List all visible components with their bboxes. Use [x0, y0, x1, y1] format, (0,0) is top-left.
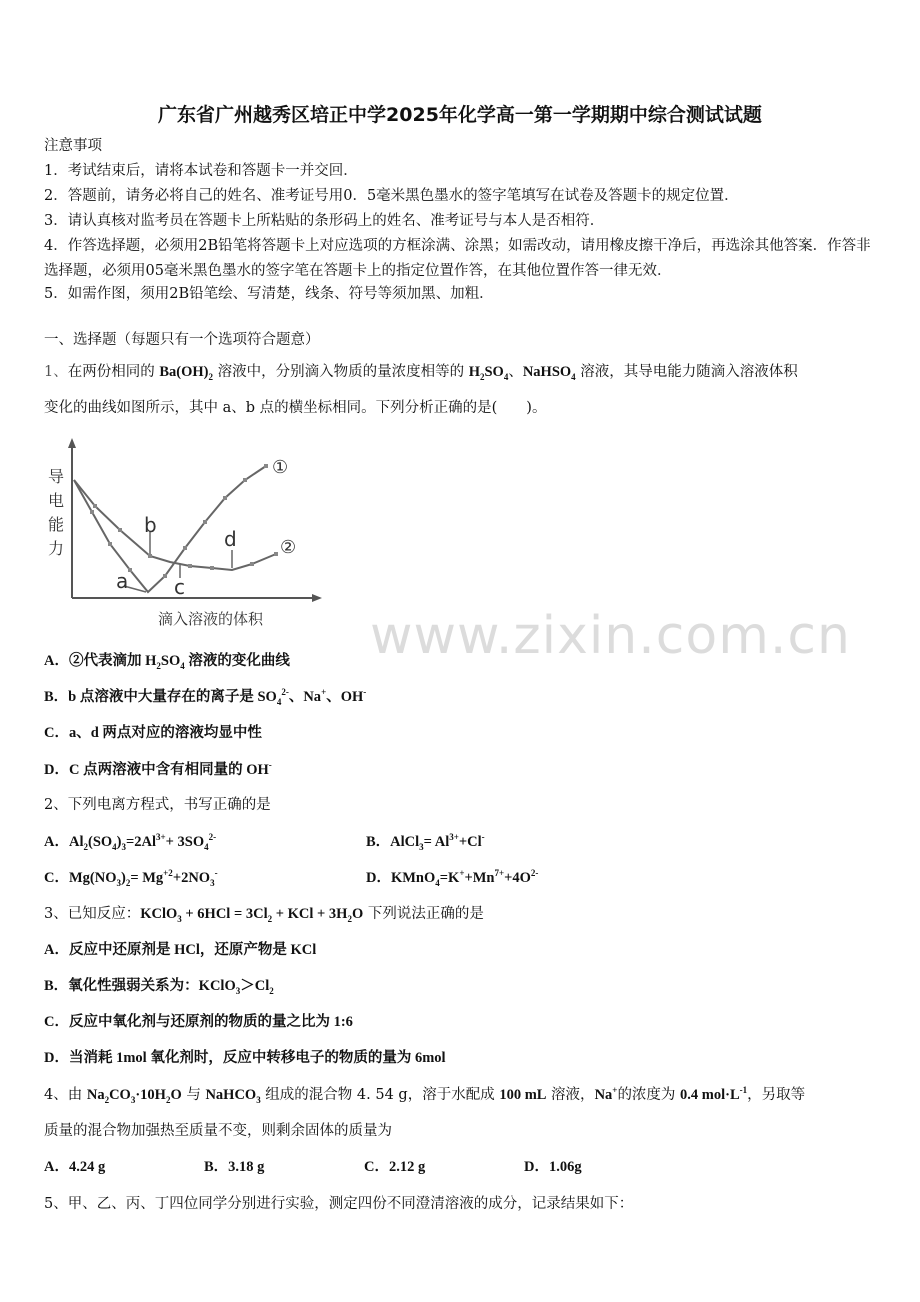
- question-1-stem-line2: 变化的曲线如图所示，其中 a、b 点的横坐标相同。下列分析正确的是( )。: [44, 400, 547, 416]
- q4-option-c: C．2.12 g: [364, 1159, 426, 1175]
- note-item: 4．作答选择题，必须用2B铅笔将答题卡上对应选项的方框涂满、涂黑；如需改动，请用橡皮擦干净后，再选涂其他答案．作答非选择题，必须用05毫米黑色墨水的签字笔在答题卡上的指定位置作答，在其他位置作答一律无效．: [44, 238, 871, 279]
- watermark: www.zixin.com.cn: [370, 606, 851, 666]
- curve-marker: [118, 528, 122, 532]
- y-axis-label: 导: [48, 467, 65, 486]
- note-item: 3．请认真核对监考员在答题卡上所粘贴的条形码上的姓名、准考证号与本人是否相符．: [44, 213, 605, 229]
- curve-2: [74, 480, 276, 570]
- notes-heading: 注意事项: [44, 138, 102, 154]
- section-heading: 一、选择题（每题只有一个选项符合题意）: [44, 332, 320, 348]
- conductivity-graph: [40, 436, 330, 636]
- point-label-a: a: [116, 569, 129, 593]
- question-5-stem: 5、甲、乙、丙、丁四位同学分别进行实验，测定四份不同澄清溶液的成分，记录结果如下：: [44, 1196, 634, 1212]
- q1-option-a: A．②代表滴加 $H_2SO_4$ 溶液的变化曲线: [44, 653, 290, 671]
- curve-marker: [90, 510, 94, 514]
- curve-marker: [223, 496, 227, 500]
- q1-option-c: C．a、d 两点对应的溶液均显中性: [44, 725, 262, 741]
- curve-marker: [203, 520, 207, 524]
- q2-option-b: B．AlCl$_3$= $Al^{3+}+Cl^-$: [366, 832, 485, 852]
- question-1-stem: 1、在两份相同的 $Ba(OH)_2$ 溶液中，分别滴入物质的量浓度相等的 $H_2SO_4$、NaHSO$_4$ 溶液，其导电能力随滴入溶液体积: [44, 364, 798, 382]
- curve-1-label: ①: [272, 457, 289, 478]
- curve-marker: [128, 568, 132, 572]
- question-2-stem: 2、下列电离方程式，书写正确的是: [44, 797, 271, 813]
- q3-option-d: D．当消耗 1mol 氧化剂时，反应中转移电子的物质的量为 6mol: [44, 1050, 446, 1066]
- q1-option-d: D．C 点两溶液中含有相同量的 OH-: [44, 760, 272, 778]
- q1-option-b: B．b 点溶液中大量存在的离子是 $SO_4^{2-}$、Na+、OH-: [44, 687, 367, 707]
- question-3-stem: 3、已知反应：KClO$_3$ + $6HCl = 3Cl_2$ + KCl + $3H_2O$ 下列说法正确的是: [44, 906, 484, 924]
- curve-marker: [108, 542, 112, 546]
- x-axis-arrow: [312, 594, 322, 602]
- curve-1: [74, 466, 266, 592]
- graph-svg: [40, 436, 330, 636]
- y-axis-label: 能: [48, 515, 65, 534]
- question-4-stem-line2: 质量的混合物加强热至质量不变，则剩余固体的质量为: [44, 1123, 392, 1139]
- question-4-stem: 4、由 $Na_2CO_3\cdot 10H_2O$ 与 NaHCO$_3$ 组成的混合物 4. 54 g，溶于水配成 100 mL 溶液，Na+的浓度为 0.4 $mol\cdot L^{-1}$，另取等: [44, 1085, 806, 1105]
- curve-marker: [183, 546, 187, 550]
- curve-marker: [264, 464, 268, 468]
- note-item: 1．考试结束后，请将本试卷和答题卡一并交回．: [44, 163, 358, 179]
- q4-option-a: A．4.24 g: [44, 1159, 106, 1175]
- q2-option-a: A．$Al_2(SO_4)_3=2Al^{3+}+ 3SO_4^{2-}$: [44, 832, 217, 852]
- curve-marker: [188, 564, 192, 568]
- y-axis-label: 力: [48, 539, 65, 558]
- curve-marker: [210, 566, 214, 570]
- q4-option-d: D．1.06g: [524, 1159, 582, 1175]
- q3-option-a: A．反应中还原剂是 HCl，还原产物是 KCl: [44, 942, 317, 958]
- page-title: 广东省广州越秀区培正中学2025年化学高一第一学期期中综合测试试题: [158, 104, 762, 126]
- y-axis-label: 电: [48, 491, 65, 510]
- curve-marker: [93, 504, 97, 508]
- q2-option-d: D．$KMnO_4=K^++Mn^{7+}+4O^{2-}$: [366, 868, 539, 888]
- y-axis-arrow: [68, 438, 76, 448]
- point-label-b: b: [144, 513, 157, 537]
- curve-marker: [148, 554, 152, 558]
- curve-marker: [250, 562, 254, 566]
- q3-option-c: C．反应中氧化剂与还原剂的物质的量之比为 1:6: [44, 1014, 353, 1030]
- note-item: 2．答题前，请务必将自己的姓名、准考证号用0．5毫米黑色墨水的签字笔填写在试卷及答题卡的规定位置．: [44, 188, 739, 204]
- q4-option-b: B．3.18 g: [204, 1159, 265, 1175]
- curve-marker: [274, 552, 278, 556]
- q1-option-d-text: D．C 点两溶液中含有相同量的 OH: [44, 762, 269, 778]
- q2-option-c: C．$Mg(NO_3)_2= Mg^{+2}+2NO_3^-$: [44, 868, 218, 888]
- x-axis-label: 滴入溶液的体积: [158, 610, 264, 628]
- question-number: 1、: [44, 364, 68, 380]
- curve-marker: [163, 574, 167, 578]
- note-item: 5．如需作图，须用2B铅笔绘、写清楚，线条、符号等须加黑、加粗．: [44, 286, 494, 302]
- curve-marker: [243, 478, 247, 482]
- q3-option-b: B．氧化性强弱关系为：$KClO_3>Cl_2$: [44, 978, 274, 996]
- point-label-c: c: [174, 575, 185, 599]
- point-label-d: d: [224, 527, 237, 551]
- curve-2-label: ②: [280, 537, 297, 558]
